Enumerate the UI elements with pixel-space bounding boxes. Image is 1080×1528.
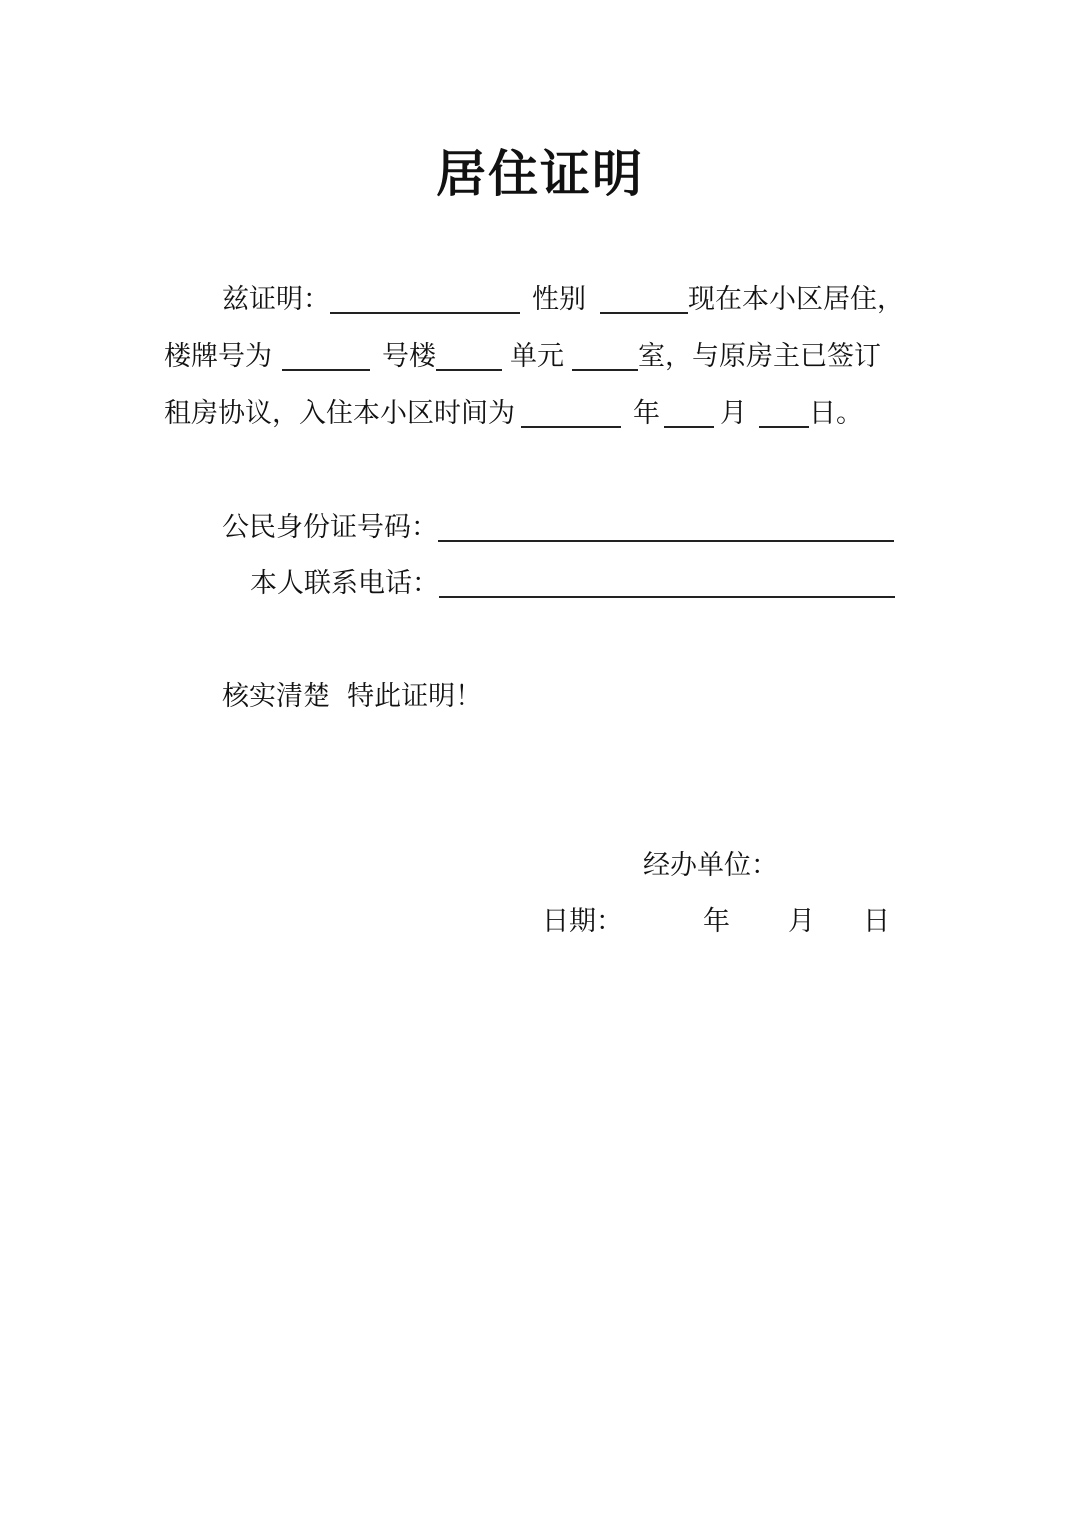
lease-text: 租房协议，入住本小区时间为 — [164, 398, 515, 429]
room-blank[interactable] — [572, 339, 638, 371]
verify-line — [222, 677, 482, 717]
document-title: 居住证明 — [436, 144, 644, 203]
month-label: 月 — [720, 398, 747, 429]
paragraph-line-3 — [164, 394, 863, 434]
verify-text: 核实清楚 特此证明！ — [222, 681, 483, 712]
id-number-label: 公民身份证号码： — [222, 512, 438, 543]
date-line — [542, 902, 890, 942]
day-label: 日。 — [809, 398, 863, 429]
id-number-line — [222, 508, 894, 548]
date-year-label: 年 — [703, 906, 730, 937]
unit-label: 单元 — [510, 341, 564, 372]
day-blank[interactable] — [759, 396, 809, 428]
paragraph-line-1 — [222, 280, 904, 320]
building-blank[interactable] — [282, 339, 370, 371]
date-day-label: 日 — [863, 906, 890, 937]
gender-label: 性别 — [532, 284, 586, 315]
office-line — [643, 846, 778, 886]
plate-label: 楼牌号为 — [164, 341, 272, 372]
paragraph-line-2 — [164, 337, 881, 377]
month-blank[interactable] — [664, 396, 714, 428]
id-number-blank[interactable] — [438, 510, 894, 542]
date-label: 日期： — [542, 906, 623, 937]
building-label: 号楼 — [382, 341, 436, 372]
residence-text: 现在本小区居住， — [688, 284, 904, 315]
name-blank[interactable] — [330, 282, 520, 314]
unit-blank[interactable] — [436, 339, 502, 371]
phone-label: 本人联系电话： — [250, 568, 439, 599]
office-label: 经办单位： — [643, 850, 778, 881]
room-agreement-text: 室，与原房主已签订 — [638, 341, 881, 372]
date-month-label: 月 — [788, 906, 815, 937]
year-blank[interactable] — [521, 396, 621, 428]
year-label: 年 — [633, 398, 660, 429]
gender-blank[interactable] — [600, 282, 688, 314]
phone-blank[interactable] — [439, 566, 895, 598]
phone-line — [250, 564, 895, 604]
intro-text: 兹证明： — [222, 284, 330, 315]
